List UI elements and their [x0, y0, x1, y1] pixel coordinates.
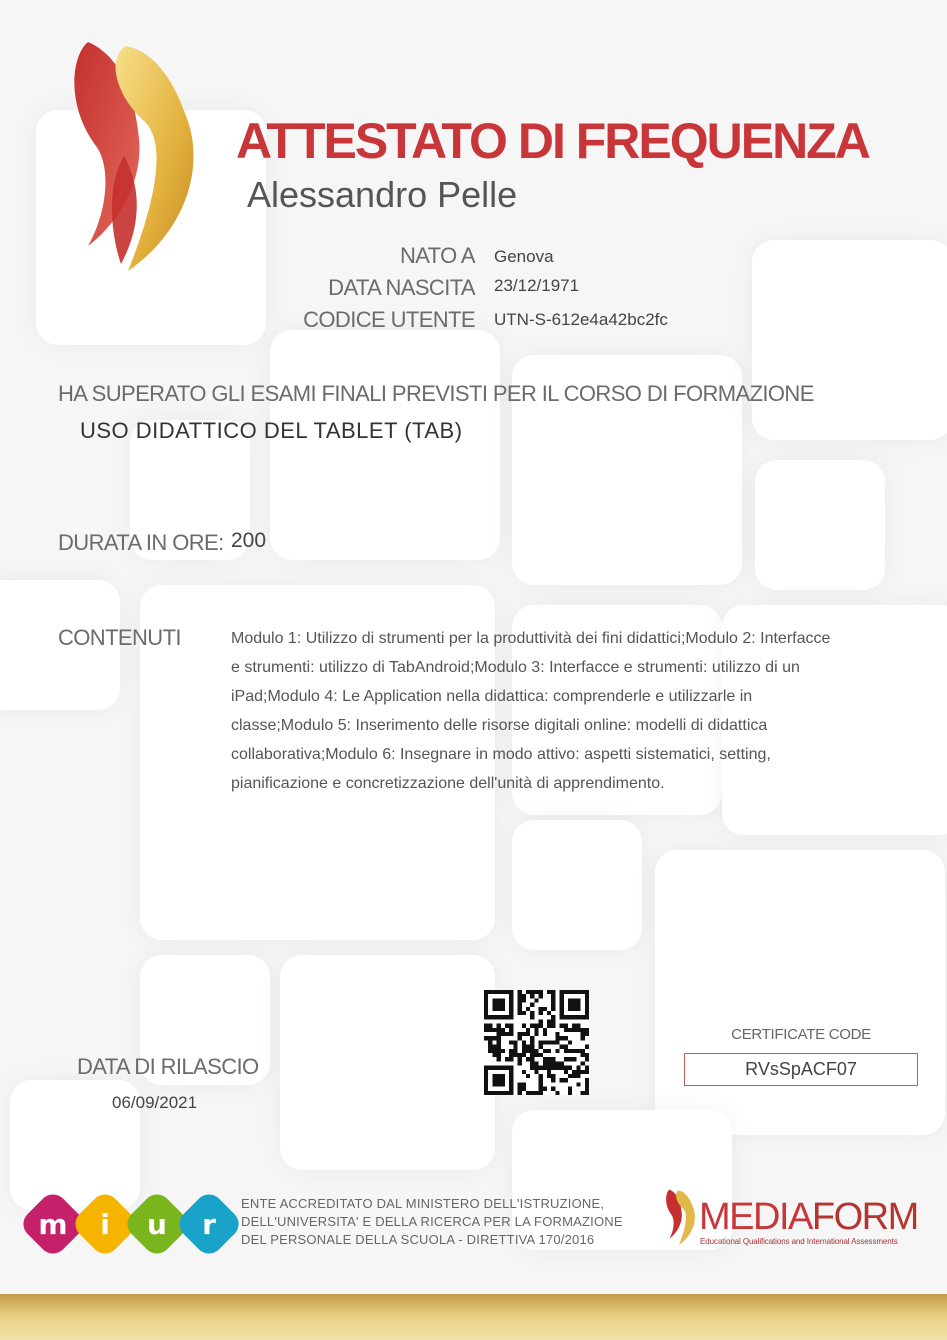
background-tile	[270, 330, 500, 560]
duration-label: DURATA IN ORE:	[58, 530, 224, 555]
background-tile	[755, 460, 885, 590]
contents-label: CONTENUTI	[58, 625, 181, 650]
accreditation-line: ENTE ACCREDITATO DAL MINISTERO DELL'ISTRUZIONE,	[241, 1196, 605, 1211]
course-name: USO DIDATTICO DEL TABLET (TAB)	[80, 418, 463, 443]
miur-letter: r	[202, 1207, 216, 1241]
user-code-value: UTN-S-612e4a42bc2fc	[494, 310, 668, 329]
background-tile	[512, 820, 642, 950]
mediaform-word-form: FORM	[811, 1196, 918, 1238]
mediaform-word-media: MEDIA	[699, 1196, 812, 1238]
accreditation-text	[241, 1195, 623, 1249]
recipient-name: Alessandro Pelle	[247, 174, 518, 215]
user-code-label: CODICE UTENTE	[303, 307, 475, 332]
certificate-title: ATTESTATO DI FREQUENZA	[236, 113, 869, 169]
born-in-label: NATO A	[399, 243, 475, 268]
background-tile	[752, 240, 947, 440]
mediaform-logo-text	[699, 1196, 918, 1239]
certificate-code-label: CERTIFICATE CODE	[731, 1026, 871, 1043]
miur-logo	[20, 1190, 235, 1258]
miur-letter: m	[38, 1207, 68, 1241]
birth-date-value: 23/12/1971	[494, 276, 580, 295]
mediaform-tagline: Educational Qualifications and International Assessments	[700, 1237, 898, 1246]
issue-date-value: 06/09/2021	[112, 1093, 198, 1112]
miur-letter: u	[147, 1207, 167, 1241]
certificate-code-value: RVsSpACF07	[684, 1053, 918, 1086]
contents-text: Modulo 1: Utilizzo di strumenti per la produttività dei fini didattici;Modulo 2: Interfacce e strumenti: utilizzo di TabAndroid;Modulo 3: Interfacce e strumenti: utilizzo di un iPad;Modulo 4: Le Application nella didattica: comprenderle e utilizzarle in classe;Modulo 5: Inserimento delle risorse digitali online: modelli di didattica collaborativa;Modulo 6: Insegnare in modo attivo: aspetti sistematici, setting, pianificazione e concretizzazione dell'unità di apprendimento.	[231, 630, 831, 792]
qr-code-icon[interactable]	[484, 990, 589, 1095]
butterfly-logo-icon	[66, 36, 206, 276]
birth-date-label: DATA NASCITA	[328, 275, 475, 300]
course-statement: HA SUPERATO GLI ESAMI FINALI PREVISTI PER IL CORSO DI FORMAZIONE	[58, 381, 814, 406]
born-in-value: Genova	[494, 247, 554, 266]
accreditation-line: DEL PERSONALE DELLA SCUOLA - DIRETTIVA 170/2016	[241, 1232, 595, 1247]
mediaform-butterfly-icon	[664, 1188, 698, 1246]
issue-date-label: DATA DI RILASCIO	[77, 1054, 259, 1079]
accreditation-line: DELL'UNIVERSITA' E DELLA RICERCA PER LA FORMAZIONE	[241, 1214, 623, 1229]
background-tile	[655, 850, 945, 1135]
duration-value: 200	[231, 529, 267, 552]
background-tile	[280, 955, 495, 1170]
miur-letter: i	[100, 1207, 110, 1241]
footer-gold-band	[0, 1294, 947, 1340]
